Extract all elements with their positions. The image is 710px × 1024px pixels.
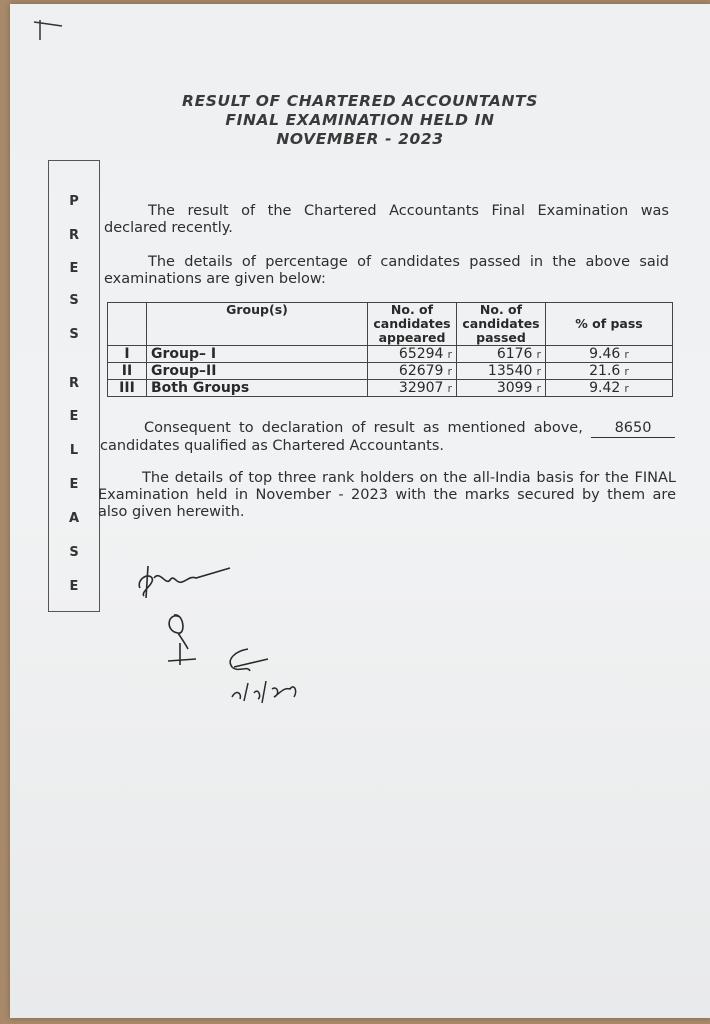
title-line-2: FINAL EXAMINATION HELD IN [225, 111, 495, 129]
paragraph-text: candidates qualified as Chartered Accountants. [100, 438, 445, 454]
row-percent [546, 346, 673, 363]
paragraph-text: Consequent to declaration of result as mentioned above, [144, 420, 583, 436]
cell-value: 21.6 [589, 362, 621, 379]
cell-value: 9.42 [589, 379, 621, 396]
row-appeared [368, 380, 457, 397]
cell-value: 3099 [496, 379, 533, 396]
cell-value: 9.46 [589, 345, 621, 362]
side-letter: E [69, 477, 79, 492]
tick-mark: r [624, 381, 629, 395]
row-group: Group– I [147, 346, 368, 363]
side-letter: S [69, 327, 79, 342]
paragraph-details-intro [104, 254, 669, 288]
side-letter: R [68, 228, 79, 243]
side-letter: P [69, 194, 79, 209]
side-letter: R [68, 376, 79, 391]
paragraph-result-declared [104, 203, 669, 237]
handwritten-initial-mark [160, 603, 210, 673]
side-letter: S [69, 545, 79, 560]
table-row [108, 363, 673, 380]
side-letter: E [69, 409, 79, 424]
row-group: Both Groups [147, 380, 368, 397]
tick-mark: r [447, 381, 452, 395]
side-letter: A [68, 511, 80, 526]
paragraph-text: The details of top three rank holders on the all-India basis for the FINAL Examination held in November - 2023 with the marks secured by them are also given herewith. [98, 470, 676, 520]
row-passed [457, 380, 546, 397]
title-line-3: NOVEMBER - 2023 [276, 130, 444, 148]
side-letter: E [69, 579, 79, 594]
cell-value: 62679 [398, 362, 444, 379]
header-percent: % of pass [546, 303, 673, 346]
cell-value: 6176 [496, 345, 533, 362]
row-appeared [368, 363, 457, 380]
table-row [108, 346, 673, 363]
paragraph-text: The details of percentage of candidates passed in the above said examinations are given below: [104, 254, 669, 287]
tick-mark: r [536, 381, 541, 395]
cell-value: 13540 [487, 362, 533, 379]
handwritten-signature-date [218, 645, 308, 710]
side-letter: E [69, 261, 79, 276]
tick-mark: r [536, 364, 541, 378]
title-line-1: RESULT OF CHARTERED ACCOUNTANTS [182, 92, 538, 110]
cell-value: 32907 [398, 379, 444, 396]
row-serial: I [108, 346, 147, 363]
row-serial: III [108, 380, 147, 397]
paragraph-qualified [100, 420, 675, 455]
pass-percentage-table [107, 302, 673, 397]
pen-stroke-mark [32, 16, 72, 46]
header-group: Group(s) [147, 303, 368, 346]
press-release-side-label [48, 160, 100, 612]
qualified-count: 8650 [591, 420, 675, 438]
row-passed [457, 363, 546, 380]
row-passed [457, 346, 546, 363]
paragraph-text: The result of the Chartered Accountants Final Examination was declared recently. [104, 203, 669, 236]
paragraph-rank-holders [98, 470, 676, 521]
handwritten-signature-1 [130, 558, 240, 603]
tick-mark: r [624, 347, 629, 361]
table-header-row [108, 303, 673, 346]
tick-mark: r [447, 347, 452, 361]
table-row [108, 380, 673, 397]
header-appeared: No. of candidates appeared [368, 303, 457, 346]
tick-mark: r [447, 364, 452, 378]
row-percent [546, 363, 673, 380]
tick-mark: r [624, 364, 629, 378]
header-serial [108, 303, 147, 346]
row-appeared [368, 346, 457, 363]
side-letter: L [69, 443, 79, 458]
cell-value: 65294 [398, 345, 444, 362]
header-passed: No. of candidates passed [457, 303, 546, 346]
document-title [130, 92, 590, 149]
tick-mark: r [536, 347, 541, 361]
row-group: Group–II [147, 363, 368, 380]
row-serial: II [108, 363, 147, 380]
side-letter: S [69, 293, 79, 308]
row-percent [546, 380, 673, 397]
